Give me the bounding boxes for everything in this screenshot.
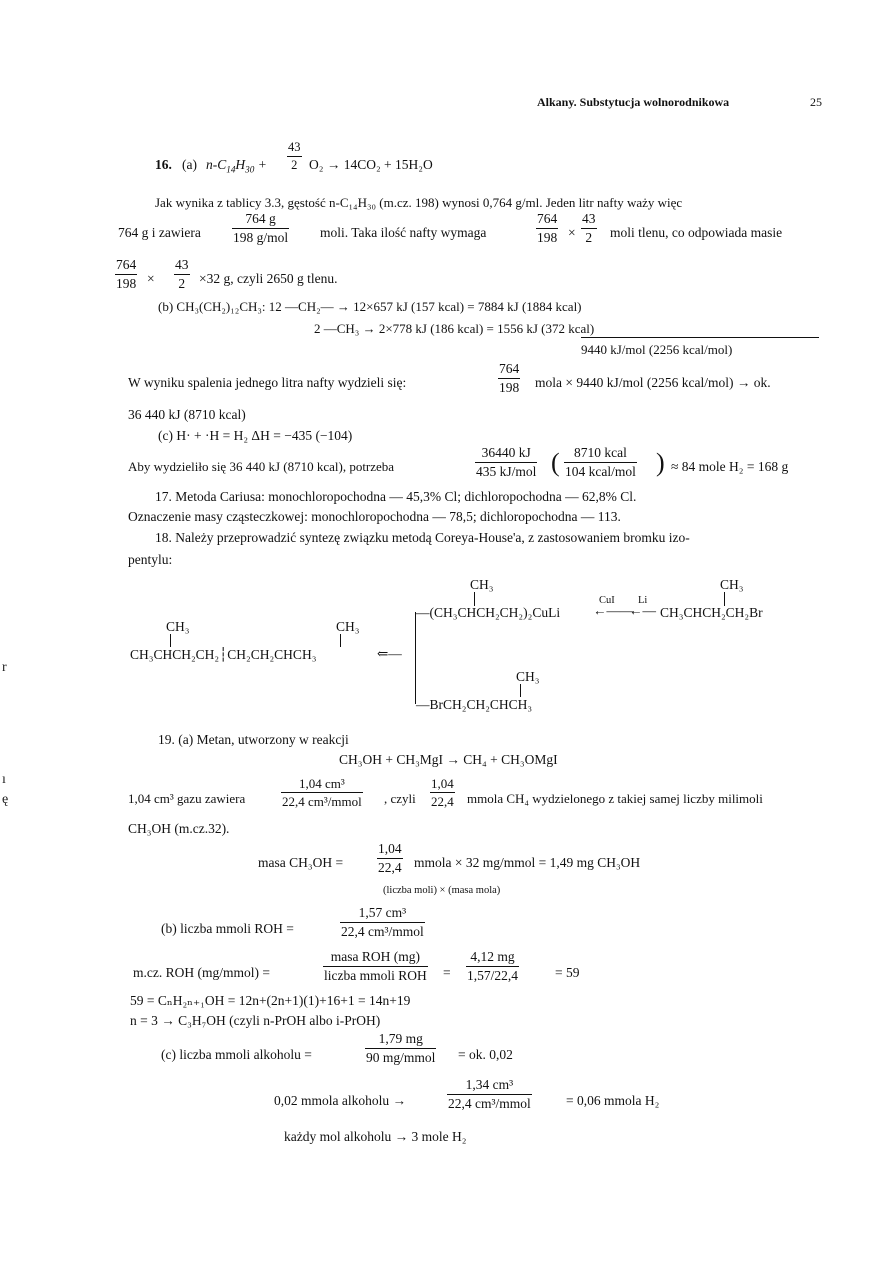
running-header-title: Alkany. Substytucja wolnorodnikowa <box>537 95 730 109</box>
text-19-c-left: (c) liczba mmoli alkoholu = <box>161 1047 312 1062</box>
problem-17-line2: Oznaczenie masy cząsteczkowej: monochloropochodna — 78,5; dichloropochodna — 113. <box>128 509 621 524</box>
fraction-19-7 <box>365 1032 436 1064</box>
scheme-bond-4 <box>340 634 341 647</box>
frac-den: 22,4 cm³/mmol <box>282 794 362 809</box>
text-16b-row1: (b) CH₃(CH₂)₁₂CH₃: 12 —CH₂— → 12×657 kJ (157 kcal) = 7884 kJ (1884 kcal) <box>158 299 582 314</box>
text-19-a3: mmola CH₄ wydzielonego z takiej samej liczby milimoli <box>467 791 763 806</box>
frac-den: 22,4 cm³/mmol <box>448 1095 531 1111</box>
scheme-lower-product: —BrCH₂CH₂CHCH₃ <box>416 697 533 712</box>
scheme-li-label: Li <box>638 595 648 606</box>
page-number: 25 <box>810 95 822 109</box>
text-16-line2b: moli. Taka ilość nafty wymaga <box>320 225 487 240</box>
text-19-d-left: 0,02 mmola alkoholu → <box>274 1093 406 1108</box>
text-16c: (c) H· + ·H = H₂ ΔH = −435 (−104) <box>158 428 353 443</box>
frac-num: 43 <box>581 212 597 229</box>
frac-num: 764 g <box>232 212 289 229</box>
fraction-36440 <box>475 446 537 478</box>
text-19-masa-right: mmola × 32 mg/mmol = 1,49 mg CH₃OH <box>414 855 641 870</box>
scheme-upper-product: —(CH₃CHCH₂CH₂)₂CuLi <box>416 605 561 620</box>
fraction-19-8 <box>447 1078 532 1110</box>
equation-16a-left: $n-C_{14}H_{30}$ + <box>206 157 267 175</box>
text-16-line6a: Aby wydzieliło się 36 440 kJ (8710 kcal), potrzeba <box>128 459 395 474</box>
frac-num: 764 <box>115 258 137 275</box>
text-19-d-right: = 0,06 mmola H₂ <box>566 1093 660 1108</box>
text-19-a4: CH₃OH (m.cz.32). <box>128 821 230 836</box>
fraction-764-198b <box>115 258 137 290</box>
scheme-target-methyl-1: CH₃ <box>166 619 190 634</box>
scheme-upper-methyl-2: CH₃ <box>720 577 744 592</box>
equation-16a-reactant: n-C <box>206 157 227 172</box>
text-16-line5: 36 440 kJ (8710 kcal) <box>128 407 246 422</box>
frac-den: 104 kcal/mol <box>565 463 636 479</box>
fraction-19-1 <box>281 777 363 808</box>
frac-num: 1,04 <box>431 776 454 791</box>
text-16-line2c: moli tlenu, co odpowiada masie <box>610 225 783 240</box>
scheme-lower-methyl: CH₃ <box>516 669 540 684</box>
fraction-764-198 <box>536 212 558 244</box>
scheme-target-methyl-2: CH₃ <box>336 619 360 634</box>
frac-num: 1,57 cm³ <box>340 906 425 923</box>
scheme-upper-methyl-1: CH₃ <box>470 577 494 592</box>
text-16-line1: Jak wynika z tablicy 3.3, gęstość n-C₁₄H₃₀ (m.cz. 198) wynosi 0,764 g/ml. Jeden litr nafty waży więc <box>155 195 683 210</box>
text-16-line3: ×32 g, czyli 2650 g tlenu. <box>199 271 338 286</box>
problem-17-line1: 17. Metoda Cariusa: monochloropochodna — 45,3% Cl; dichloropochodna — 62,8% Cl. <box>155 489 637 504</box>
text-16-line6b: ≈ 84 mole H₂ = 168 g <box>671 459 789 474</box>
paren-open: ( <box>551 448 560 477</box>
frac-den: 90 mg/mmol <box>366 1049 436 1065</box>
frac-den: 22,4 <box>378 859 402 875</box>
fraction-764g <box>232 212 289 244</box>
text-19-a2: , czyli <box>384 791 416 806</box>
frac-den: 435 kJ/mol <box>476 463 537 479</box>
text-16b-total: 9440 kJ/mol (2256 kcal/mol) <box>581 342 733 357</box>
fraction-19-5 <box>323 950 428 982</box>
problem-16a-label: (a) <box>182 157 197 172</box>
text-19-c-right: = ok. 0,02 <box>458 1047 513 1062</box>
fraction-764-198c <box>498 362 520 394</box>
problem-19-reaction: CH₃OH + CH₃MgI → CH₄ + CH₃OMgI <box>339 752 558 767</box>
text-19-eq: = <box>443 965 451 980</box>
scheme-bond-5 <box>520 684 521 697</box>
times-sign: × <box>568 225 576 240</box>
frac-num: 1,34 cm³ <box>447 1078 532 1095</box>
text-16-line4b: mola × 9440 kJ/mol (2256 kcal/mol) → ok. <box>535 375 771 390</box>
fraction-8710 <box>564 446 637 478</box>
frac-den: liczba mmoli ROH <box>324 967 427 983</box>
text-16-line4a: W wyniku spalenia jednego litra nafty wydzieli się: <box>128 375 407 390</box>
text-19-masa-note: (liczba moli) × (masa mola) <box>383 885 501 896</box>
scheme-arrow-1: ←—— <box>593 603 634 618</box>
scheme-target-compound: CH₃CHCH₂CH₂┆CH₂CH₂CHCH₃ <box>130 647 317 662</box>
problem-18-line1: 18. Należy przeprowadzić syntezę związku metodą Coreya-House'a, z zastosowaniem bromku izo- <box>155 530 690 545</box>
text-19-mcz-right: = 59 <box>555 965 580 980</box>
frac-den: 198 g/mol <box>233 229 289 245</box>
scheme-upper-reagent: CH₃CHCH₂CH₂Br <box>660 605 763 620</box>
frac-num: 36440 kJ <box>475 446 537 463</box>
frac-num: 43 <box>174 258 190 275</box>
problem-19-line1: 19. (a) Metan, utworzony w reakcji <box>158 732 349 747</box>
frac-den: 22,4 cm³/mmol <box>341 923 424 939</box>
problem-18-line2: pentylu: <box>128 552 173 567</box>
frac-den: 198 <box>537 229 558 245</box>
problem-16-label: 16. <box>155 157 172 172</box>
scheme-bond-1 <box>474 592 475 606</box>
text-16b-row2: 2 —CH₃ → 2×778 kJ (186 kcal) = 1556 kJ (372 kcal) <box>314 321 595 336</box>
frac-num: masa ROH (mg) <box>323 950 428 967</box>
scheme-arrow-2: ←— <box>629 603 656 618</box>
text-19-a1: 1,04 cm³ gazu zawiera <box>128 791 246 806</box>
text-19-row-n: n = 3 → C₃H₇OH (czyli n-PrOH albo i-PrOH) <box>130 1013 381 1028</box>
frac-num: 1,04 cm³ <box>281 777 363 793</box>
frac-num: 1,79 mg <box>365 1032 436 1049</box>
paren-close: ) <box>656 448 665 477</box>
fraction-19-6 <box>466 950 519 982</box>
frac-den: 22,4 <box>431 794 454 809</box>
fraction-19-4 <box>340 906 425 938</box>
frac-num: 764 <box>536 212 558 229</box>
fraction-19-3 <box>377 842 403 874</box>
frac-num: 764 <box>498 362 520 379</box>
scheme-cui-label: CuI <box>599 595 615 606</box>
frac-num: 1,04 <box>377 842 403 859</box>
fraction-19-2 <box>430 777 455 808</box>
equation-16a-right: O₂ → 14CO₂ + 15H₂O <box>309 157 433 172</box>
text-19-masa-left: masa CH₃OH = <box>258 855 344 870</box>
text-19-mcz-left: m.cz. ROH (mg/mmol) = <box>133 965 270 980</box>
margin-mark-3: ę <box>2 792 9 807</box>
frac-den: 2 <box>291 157 298 172</box>
fraction-43-2b <box>581 212 597 244</box>
scheme-bond-3 <box>170 634 171 647</box>
margin-mark-1: r <box>2 660 7 675</box>
text-19-b-left: (b) liczba mmoli ROH = <box>161 921 294 936</box>
frac-num: 8710 kcal <box>564 446 637 463</box>
frac-num: 4,12 mg <box>466 950 519 967</box>
fraction-43-2c <box>174 258 190 290</box>
frac-den: 2 <box>178 275 186 291</box>
scheme-bracket-vertical <box>415 612 416 704</box>
scheme-retro-arrow: ⇐— <box>377 646 402 661</box>
times-sign-2: × <box>147 271 155 286</box>
frac-den: 198 <box>499 379 520 395</box>
fraction-43-2 <box>287 141 302 171</box>
sum-rule <box>581 337 819 338</box>
text-19-last: każdy mol alkoholu → 3 mole H₂ <box>284 1129 467 1144</box>
frac-den: 1,57/22,4 <box>467 967 519 983</box>
frac-den: 198 <box>116 275 137 291</box>
margin-mark-2: ı <box>2 772 6 787</box>
scheme-bond-2 <box>724 592 725 606</box>
text-16-line2a: 764 g i zawiera <box>118 225 201 240</box>
frac-num: 43 <box>287 141 302 157</box>
frac-den: 2 <box>585 229 593 245</box>
text-19-row59: 59 = CₙH₂ₙ₊₁OH = 12n+(2n+1)(1)+16+1 = 14n+19 <box>130 993 411 1008</box>
